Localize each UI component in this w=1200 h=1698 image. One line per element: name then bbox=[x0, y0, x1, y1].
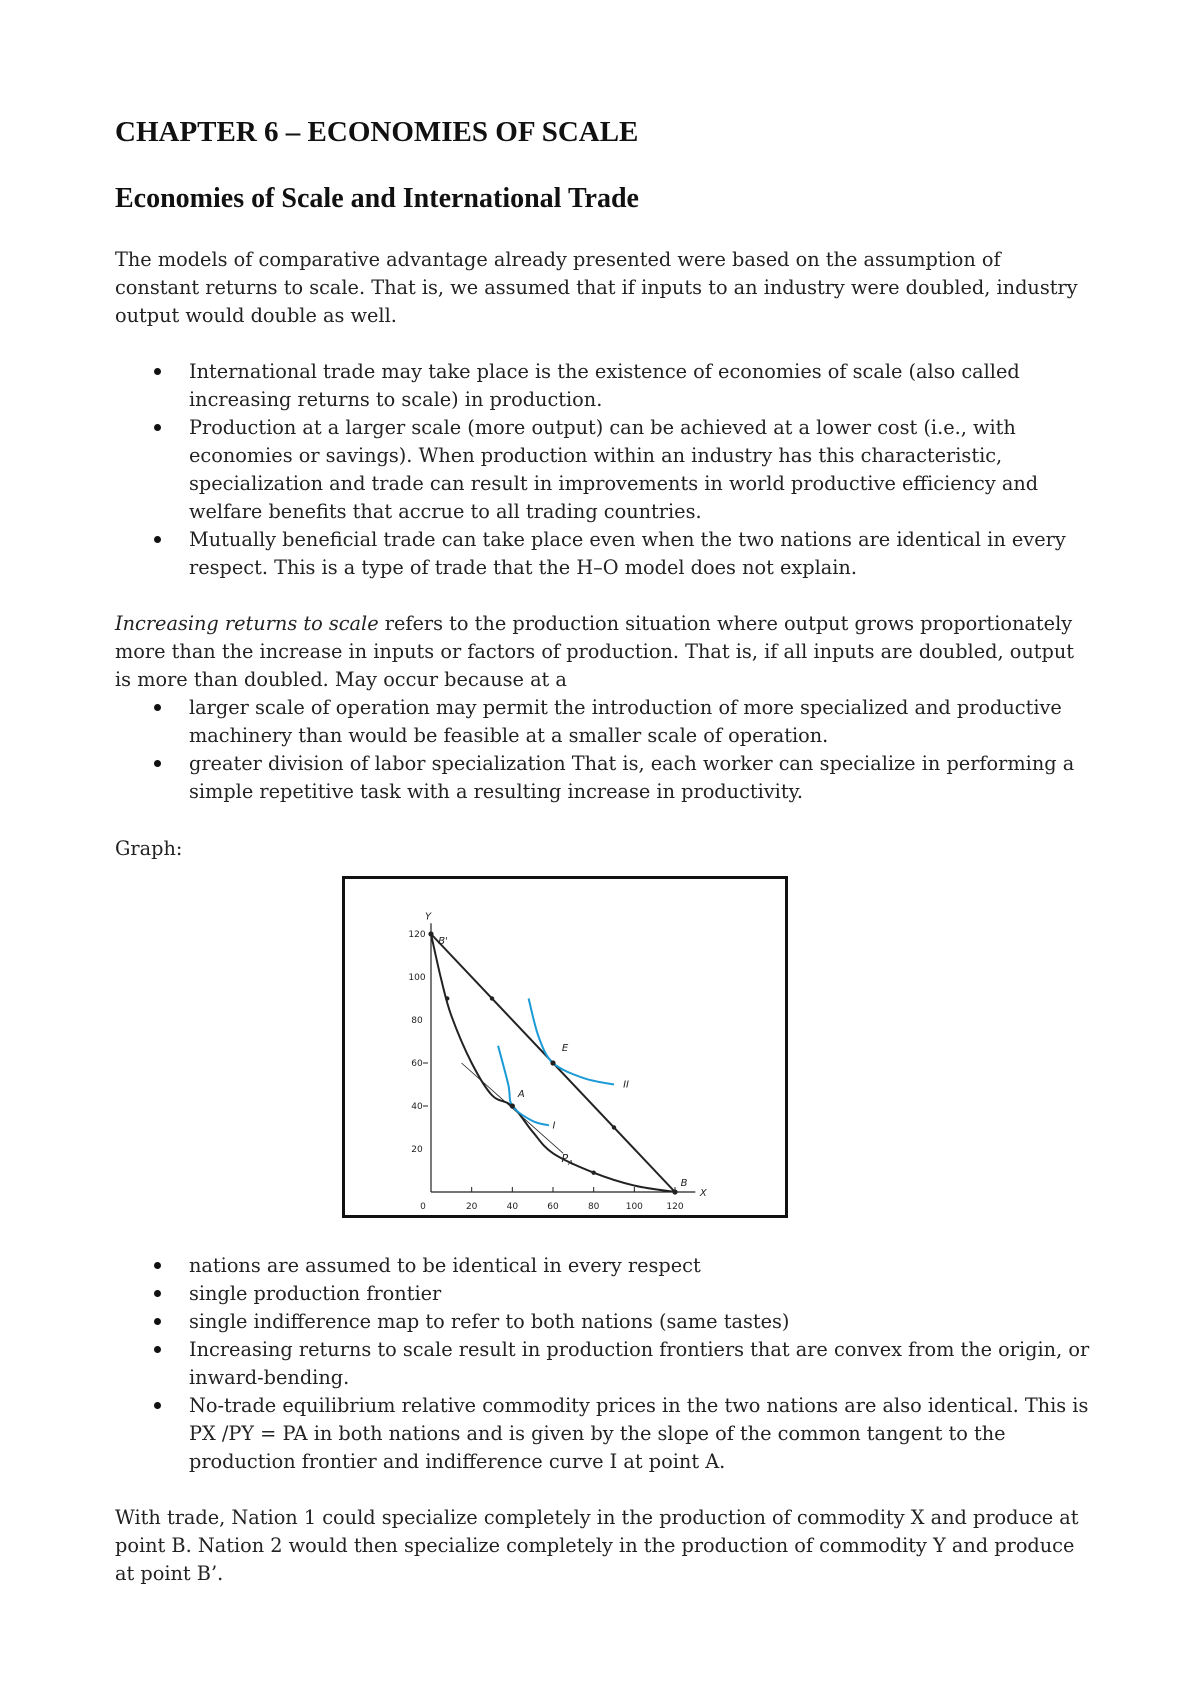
chapter-title: CHAPTER 6 – ECONOMIES OF SCALE bbox=[115, 116, 639, 148]
intro-paragraph: The models of comparative advantage already presented were based on the assumption of constant returns to scale. That is, we assumed that if inputs to an industry were doubled, industry output would double as well. bbox=[115, 248, 1078, 327]
y-tick-label: 100 bbox=[408, 973, 426, 983]
indifference-curve-ii-line bbox=[529, 999, 614, 1085]
point-label-bprime: B' bbox=[438, 936, 448, 947]
list-item: Increasing returns to scale result in production frontiers that are convex from the origin, or inward-bending. bbox=[115, 1336, 1090, 1392]
graph-label: Graph: bbox=[115, 837, 183, 860]
x-tick-label: 40 bbox=[506, 1202, 519, 1212]
x-tick-label: 0 bbox=[420, 1202, 426, 1212]
list-item: Mutually beneficial trade can take place even when the two nations are identical in every respect. This is a type of trade that the H–O model does not explain. bbox=[115, 526, 1090, 582]
point-Bprime bbox=[428, 931, 433, 936]
point-E bbox=[550, 1060, 555, 1065]
point-label-b: B bbox=[680, 1178, 688, 1189]
production-frontier-chart bbox=[345, 879, 785, 1215]
graph-figure bbox=[342, 876, 788, 1218]
y-tick-label: 20 bbox=[411, 1145, 423, 1155]
list-item: International trade may take place is the existence of economies of scale (also called increasing returns to scale) in production. bbox=[115, 358, 1090, 414]
y-axis-label: Y bbox=[424, 911, 432, 923]
x-tick-label: 80 bbox=[587, 1202, 600, 1212]
bullet-icon bbox=[154, 1262, 161, 1269]
list-item: larger scale of operation may permit the introduction of more specialized and productive machinery than would be feasible at a smaller scale of operation. bbox=[115, 694, 1090, 750]
y-tick-label: 40 bbox=[411, 1102, 423, 1112]
y-tick-label: 120 bbox=[408, 930, 426, 940]
list-item: single production frontier bbox=[115, 1280, 1090, 1308]
point-A bbox=[510, 1103, 515, 1108]
x-tick-label: 20 bbox=[465, 1202, 478, 1212]
bullet-icon bbox=[154, 704, 161, 711]
bullet-list-2 bbox=[115, 694, 1090, 806]
x-tick-label: 100 bbox=[625, 1202, 643, 1212]
bullet-list-3 bbox=[115, 1252, 1090, 1476]
bullet-icon bbox=[154, 1346, 161, 1353]
x-tick-label: 120 bbox=[666, 1202, 684, 1212]
point-label-e: E bbox=[561, 1043, 569, 1054]
x-axis-label: X bbox=[699, 1188, 707, 1199]
section-title: Economies of Scale and International Trade bbox=[115, 183, 639, 214]
direction-marker bbox=[445, 996, 449, 1000]
y-tick-label: 60 bbox=[411, 1059, 423, 1069]
bullet-icon bbox=[154, 1290, 161, 1297]
point-label-a: A bbox=[517, 1089, 525, 1100]
list-item: Production at a larger scale (more output) can be achieved at a lower cost (i.e., with economies or savings). When production within an industry has this characteristic, specialization and trade can result in improvements in world productive efficiency and welfare benefits that accrue to all trading countries. bbox=[115, 414, 1090, 526]
direction-marker bbox=[612, 1125, 616, 1129]
bullet-icon bbox=[154, 368, 161, 375]
list-item: nations are assumed to be identical in every respect bbox=[115, 1252, 1090, 1280]
list-item: greater division of labor specialization That is, each worker can specialize in performing a simple repetitive task with a resulting increase in productivity. bbox=[115, 750, 1090, 806]
indifference-curve-i-line bbox=[498, 1046, 549, 1126]
point-B bbox=[672, 1189, 677, 1194]
closing-paragraph: With trade, Nation 1 could specialize completely in the production of commodity X and produce at point B. Nation 2 would then specialize completely in the production of commodity Y and produce at point B’. bbox=[115, 1506, 1079, 1585]
list-item: No-trade equilibrium relative commodity prices in the two nations are also identical. This is PX /PY = PA in both nations and is given by the slope of the common tangent to the production frontier and indifference curve I at point A. bbox=[115, 1392, 1090, 1476]
direction-marker bbox=[490, 996, 494, 1000]
bullet-icon bbox=[154, 536, 161, 543]
curve-label-ii: II bbox=[623, 1079, 629, 1091]
bullet-icon bbox=[154, 424, 161, 431]
curve-label-pa: $P_A$ bbox=[561, 1151, 573, 1167]
irs-definition: refers to the production situation where output grows proportionately more than the increase in inputs or factors of production. That is, if all inputs are doubled, output is more than doubled. May occur because at a bbox=[115, 612, 1075, 691]
bullet-list-1 bbox=[115, 358, 1090, 582]
irs-paragraph bbox=[115, 610, 1090, 694]
x-tick-label: 60 bbox=[547, 1202, 559, 1212]
bullet-icon bbox=[154, 1402, 161, 1409]
y-tick-label: 80 bbox=[411, 1016, 423, 1026]
list-item: single indifference map to refer to both nations (same tastes) bbox=[115, 1308, 1090, 1336]
bullet-icon bbox=[154, 760, 161, 767]
bullet-icon bbox=[154, 1318, 161, 1325]
direction-marker bbox=[591, 1170, 595, 1174]
curve-label-i: I bbox=[552, 1120, 556, 1132]
irs-term: Increasing returns to scale bbox=[115, 612, 379, 635]
